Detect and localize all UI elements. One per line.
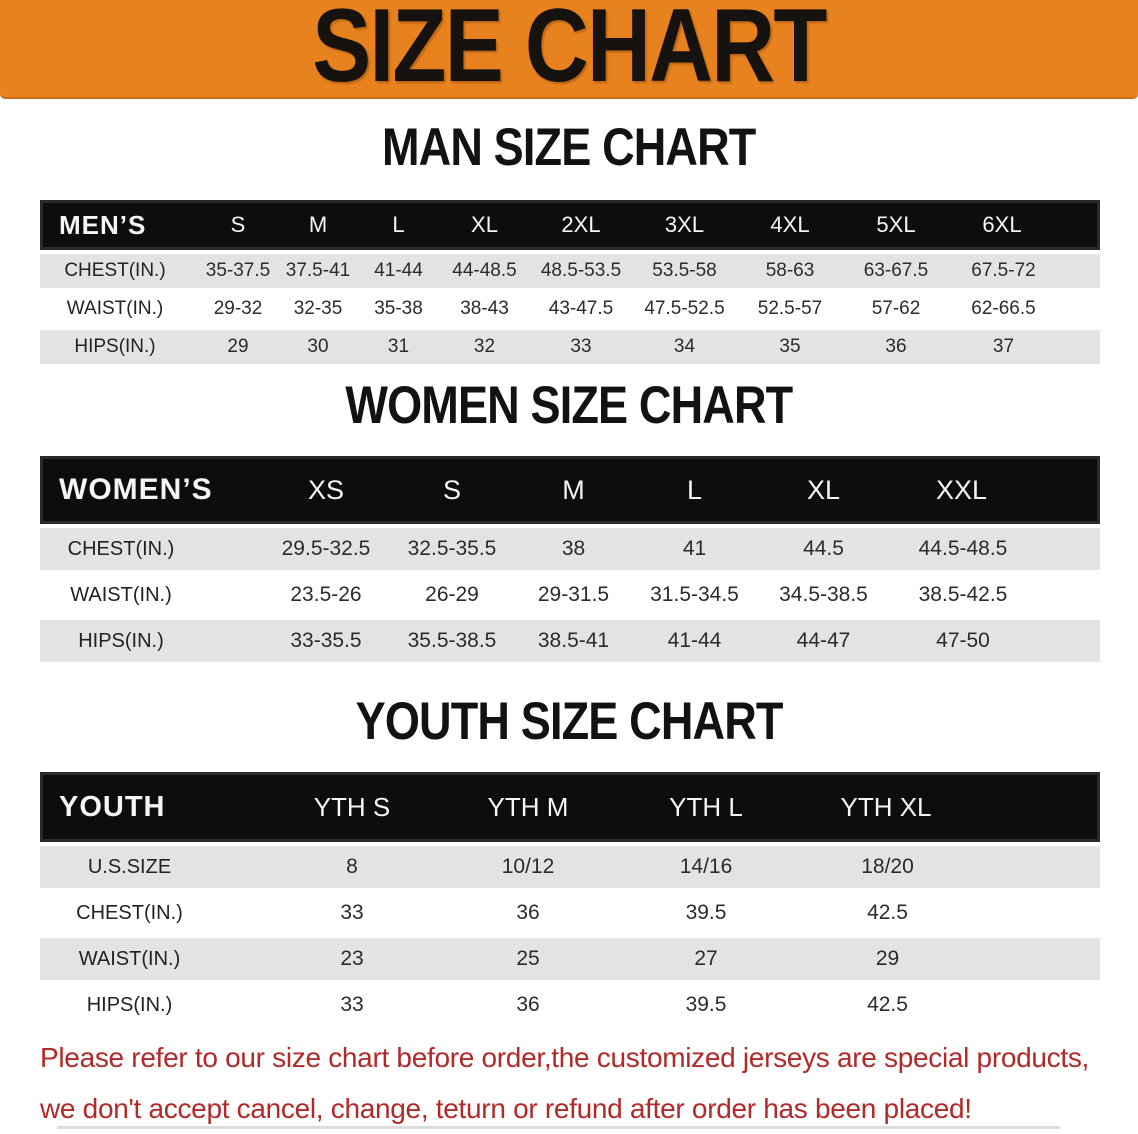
bottom-divider: [57, 1126, 1060, 1129]
youth-size-col: YTH L: [616, 772, 796, 842]
cell: 44.5-48.5: [891, 528, 1100, 570]
row-label: WAIST(IN.): [40, 938, 264, 980]
man-heading-text: MAN SIZE CHART: [382, 118, 756, 177]
cell: 35-37.5: [198, 254, 278, 288]
cell: 31.5-34.5: [633, 574, 756, 616]
cell: 29-31.5: [514, 574, 633, 616]
cell: 29.5-32.5: [262, 528, 390, 570]
women-heading-text: WOMEN SIZE CHART: [345, 376, 793, 435]
cell: 43-47.5: [530, 292, 632, 326]
cell: 47.5-52.5: [632, 292, 737, 326]
cell: 36: [440, 984, 616, 1026]
womens-size-col: XXL: [891, 456, 1100, 524]
womens-size-col: S: [390, 456, 514, 524]
youth-size-col: YTH XL: [796, 772, 1100, 842]
row-label: HIPS(IN.): [40, 984, 264, 1026]
womens-hips-row: [40, 620, 1100, 662]
cell: 42.5: [796, 892, 1100, 934]
cell: 57-62: [843, 292, 949, 326]
cell: 30: [278, 330, 358, 364]
cell: 48.5-53.5: [530, 254, 632, 288]
row-label: HIPS(IN.): [40, 330, 198, 364]
womens-size-col: L: [633, 456, 756, 524]
mens-corner-label: MEN’S: [40, 200, 198, 250]
mens-size-col: M: [278, 200, 358, 250]
mens-size-col: L: [358, 200, 439, 250]
mens-size-col: S: [198, 200, 278, 250]
mens-chest-row: [40, 254, 1100, 288]
mens-size-table: [40, 196, 1100, 368]
cell: 26-29: [390, 574, 514, 616]
cell: 58-63: [737, 254, 843, 288]
mens-size-col: 6XL: [949, 200, 1100, 250]
youth-heading-text: YOUTH SIZE CHART: [355, 692, 783, 751]
cell: 53.5-58: [632, 254, 737, 288]
row-label: WAIST(IN.): [40, 574, 262, 616]
cell: 62-66.5: [949, 292, 1100, 326]
cell: 35-38: [358, 292, 439, 326]
section-heading-youth: [0, 694, 1138, 750]
size-chart-banner: [0, 0, 1138, 104]
row-label: CHEST(IN.): [40, 254, 198, 288]
mens-size-col: 2XL: [530, 200, 632, 250]
cell: 39.5: [616, 984, 796, 1026]
cell: 41: [633, 528, 756, 570]
cell: 32.5-35.5: [390, 528, 514, 570]
cell: 34: [632, 330, 737, 364]
cell: 18/20: [796, 846, 1100, 888]
cell: 8: [264, 846, 440, 888]
youth-size-table: [40, 768, 1100, 1030]
cell: 38: [514, 528, 633, 570]
disclaimer-line-2: we don't accept cancel, change, teturn or refund after order has been placed!: [40, 1093, 972, 1124]
cell: 33-35.5: [262, 620, 390, 662]
row-label: WAIST(IN.): [40, 292, 198, 326]
disclaimer-line-1: Please refer to our size chart before order,the customized jerseys are special products,: [40, 1042, 1090, 1073]
cell: 23.5-26: [262, 574, 390, 616]
womens-waist-row: [40, 574, 1100, 616]
cell: 63-67.5: [843, 254, 949, 288]
cell: 47-50: [891, 620, 1100, 662]
womens-header-row: [40, 456, 1100, 524]
cell: 38.5-41: [514, 620, 633, 662]
cell: 36: [843, 330, 949, 364]
cell: 38-43: [439, 292, 530, 326]
section-heading-man: [0, 120, 1138, 176]
youth-hips-row: [40, 984, 1100, 1026]
cell: 29: [796, 938, 1100, 980]
cell: 32-35: [278, 292, 358, 326]
mens-size-col: 4XL: [737, 200, 843, 250]
cell: 29-32: [198, 292, 278, 326]
cell: 34.5-38.5: [756, 574, 891, 616]
youth-ussize-row: [40, 846, 1100, 888]
cell: 41-44: [358, 254, 439, 288]
youth-corner-label: YOUTH: [40, 772, 264, 842]
cell: 44-47: [756, 620, 891, 662]
mens-size-col: 5XL: [843, 200, 949, 250]
disclaimer-note: [40, 1032, 1120, 1134]
youth-chest-row: [40, 892, 1100, 934]
womens-size-table: [40, 452, 1100, 666]
cell: 10/12: [440, 846, 616, 888]
mens-size-col: 3XL: [632, 200, 737, 250]
row-label: CHEST(IN.): [40, 528, 262, 570]
youth-size-col: YTH M: [440, 772, 616, 842]
row-label: HIPS(IN.): [40, 620, 262, 662]
cell: 42.5: [796, 984, 1100, 1026]
cell: 29: [198, 330, 278, 364]
cell: 44-48.5: [439, 254, 530, 288]
cell: 36: [440, 892, 616, 934]
cell: 67.5-72: [949, 254, 1100, 288]
cell: 33: [264, 984, 440, 1026]
cell: 37.5-41: [278, 254, 358, 288]
cell: 39.5: [616, 892, 796, 934]
womens-size-col: XS: [262, 456, 390, 524]
cell: 27: [616, 938, 796, 980]
cell: 52.5-57: [737, 292, 843, 326]
youth-size-col: YTH S: [264, 772, 440, 842]
section-heading-women: [0, 378, 1138, 434]
womens-chest-row: [40, 528, 1100, 570]
cell: 33: [530, 330, 632, 364]
cell: 35: [737, 330, 843, 364]
mens-waist-row: [40, 292, 1100, 326]
cell: 33: [264, 892, 440, 934]
womens-size-col: M: [514, 456, 633, 524]
cell: 32: [439, 330, 530, 364]
cell: 37: [949, 330, 1100, 364]
cell: 23: [264, 938, 440, 980]
row-label: CHEST(IN.): [40, 892, 264, 934]
mens-hips-row: [40, 330, 1100, 364]
mens-size-col: XL: [439, 200, 530, 250]
cell: 25: [440, 938, 616, 980]
youth-waist-row: [40, 938, 1100, 980]
youth-header-row: [40, 772, 1100, 842]
womens-corner-label: WOMEN’S: [40, 456, 262, 524]
cell: 31: [358, 330, 439, 364]
cell: 44.5: [756, 528, 891, 570]
cell: 41-44: [633, 620, 756, 662]
cell: 35.5-38.5: [390, 620, 514, 662]
cell: 14/16: [616, 846, 796, 888]
row-label: U.S.SIZE: [40, 846, 264, 888]
womens-size-col: XL: [756, 456, 891, 524]
mens-header-row: [40, 200, 1100, 250]
banner-title: SIZE CHART: [312, 0, 826, 104]
cell: 38.5-42.5: [891, 574, 1100, 616]
